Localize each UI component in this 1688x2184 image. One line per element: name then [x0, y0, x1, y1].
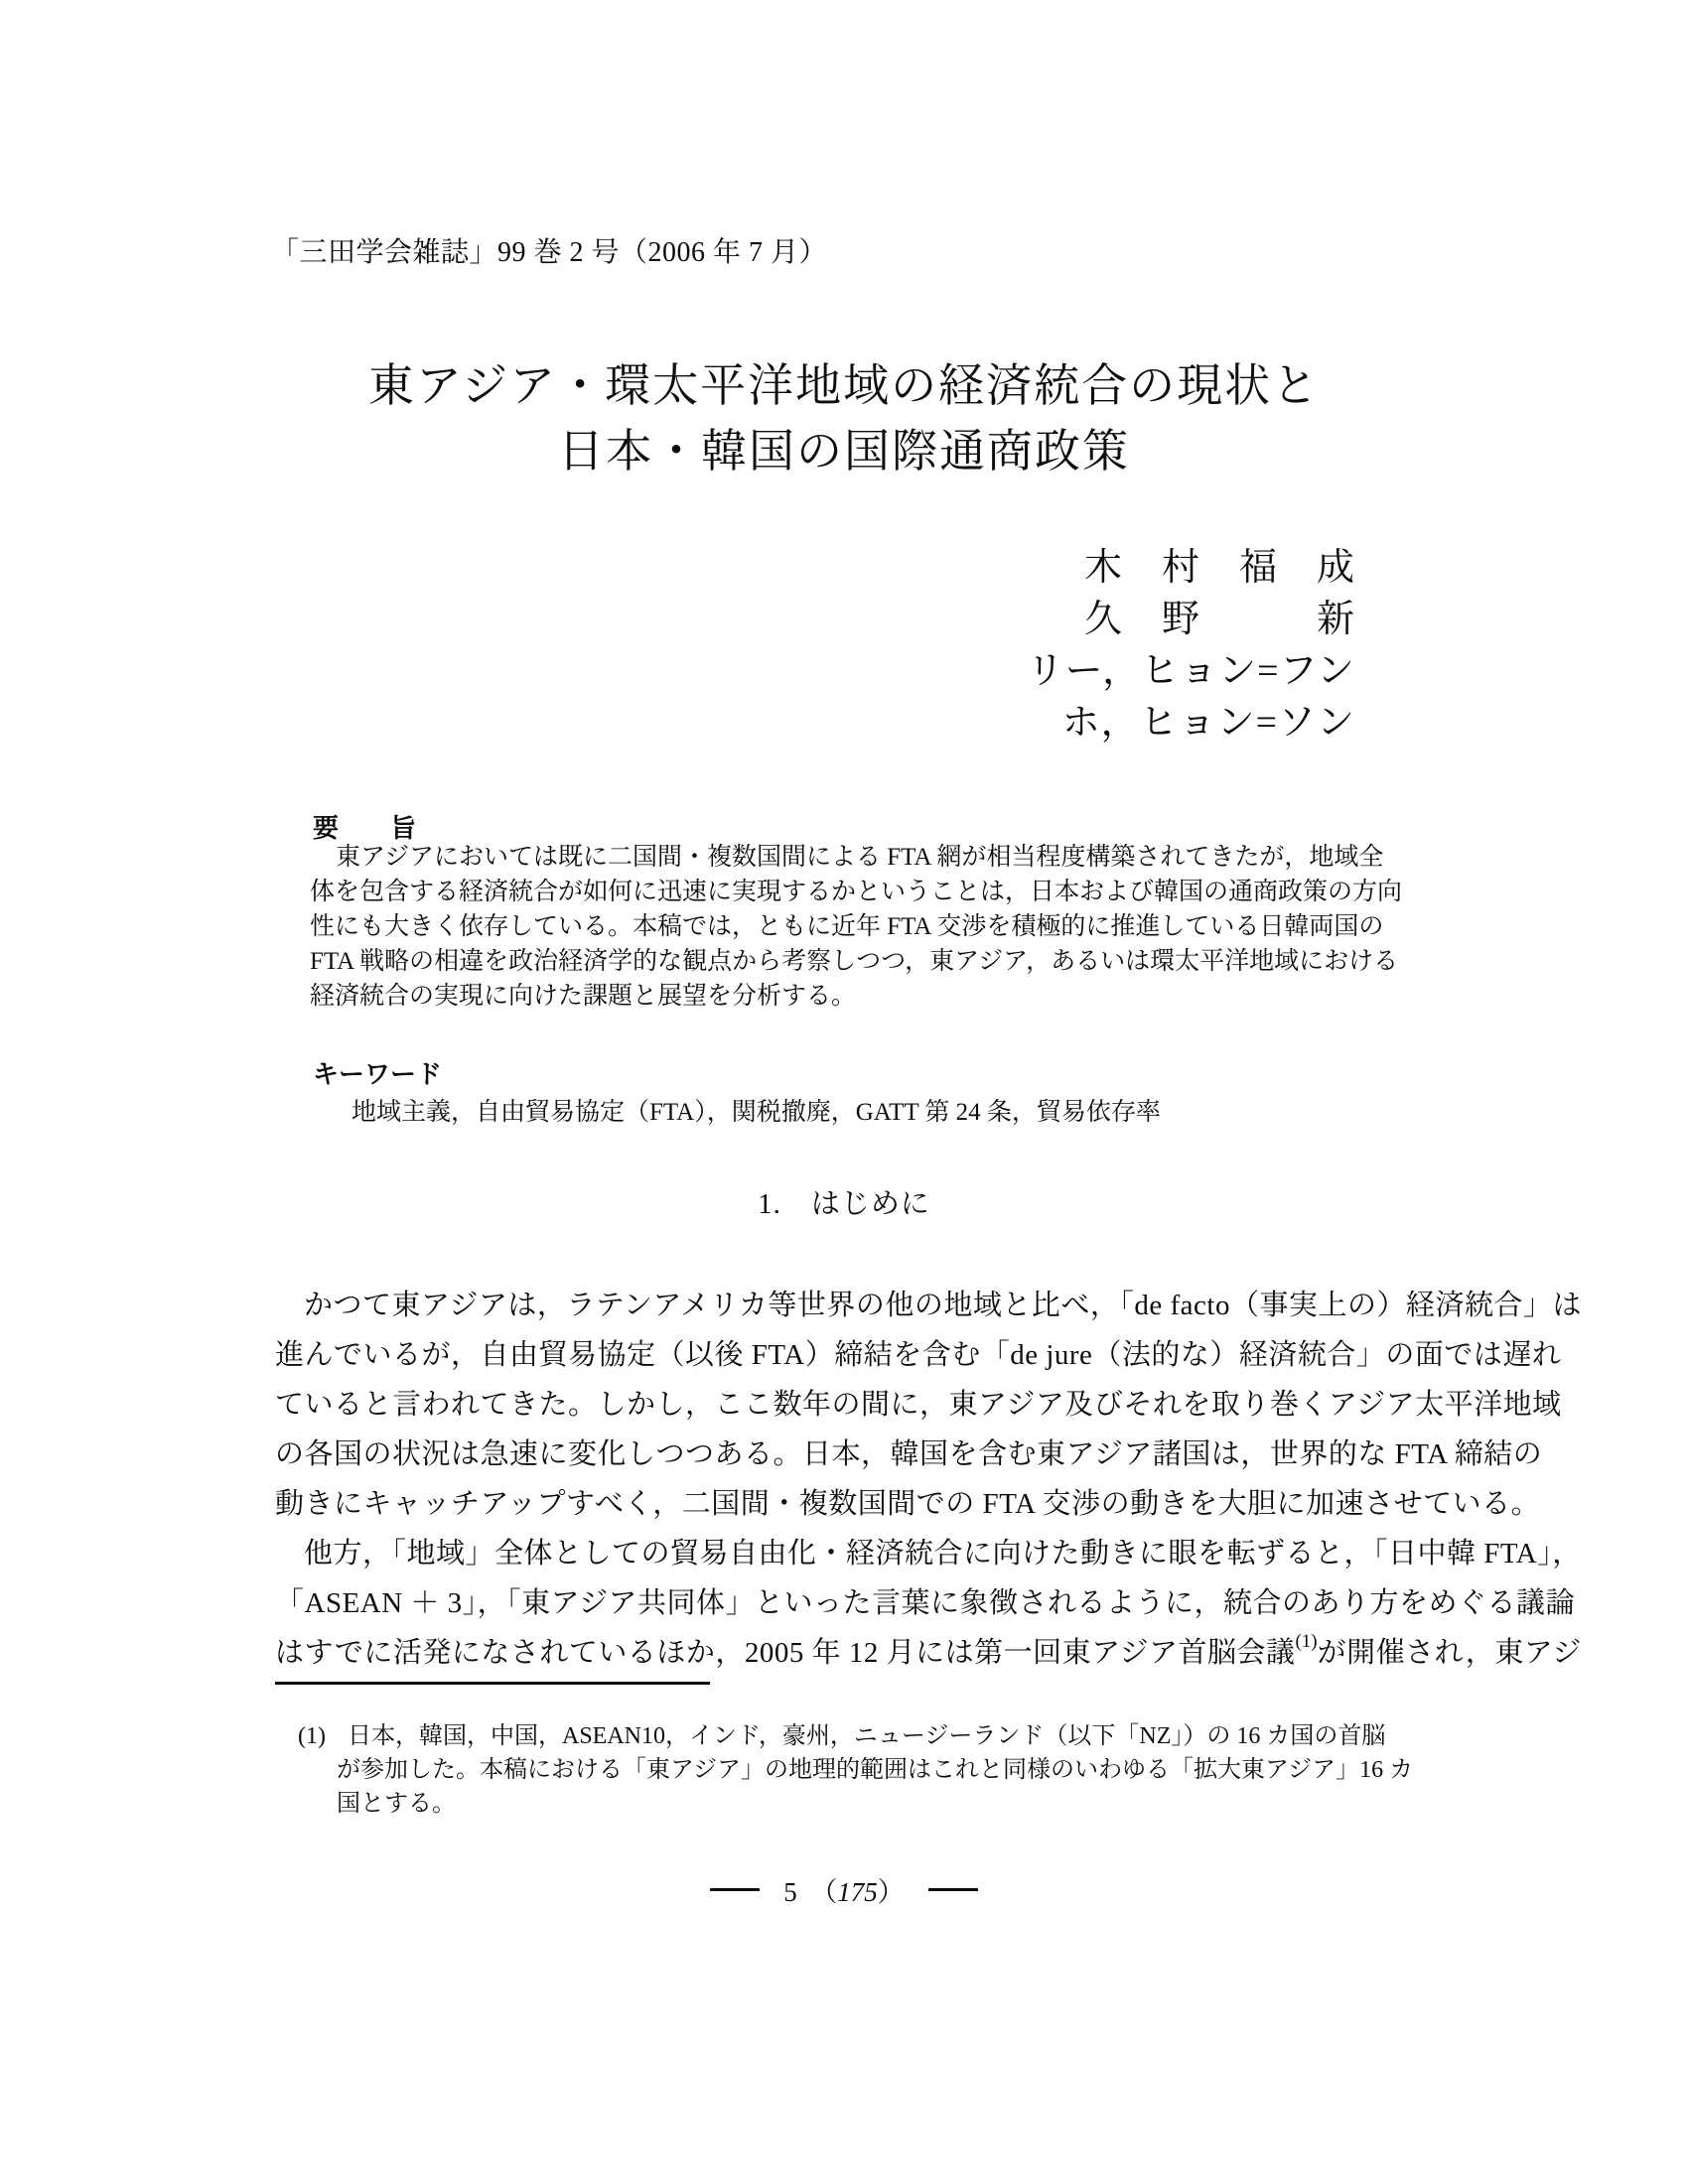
volume-page-number: 175: [837, 1877, 878, 1907]
paren-close: ）: [877, 1877, 905, 1907]
footnote-reference-marker: (1): [1295, 1631, 1318, 1652]
footer-dash-icon: [710, 1888, 760, 1891]
author-block: [1027, 542, 1355, 749]
author-name-3: リー，ヒョン=フン: [1026, 650, 1355, 692]
abstract-line: 体を包含する経済統合が如何に迅速に実現するかということは，日本および韓国の通商政策の方向: [310, 879, 1403, 905]
paren-open: （: [823, 1877, 838, 1907]
author-name-1: 木 村 福 成: [1083, 547, 1355, 589]
keywords-heading: キーワード: [313, 1059, 443, 1089]
abstract-heading: 要 旨: [313, 813, 417, 843]
body-line: 他方，「地域」全体としての貿易自由化・経済統合に向けた動きに眼を転ずると，「日中韓 FTA」，: [304, 1538, 1582, 1570]
abstract-line: 経済統合の実現に向けた課題と展望を分析する。: [310, 983, 857, 1010]
abstract-line: FTA 戦略の相違を政治経済学的な観点から考察しつつ，東アジア，あるいは環太平洋地域における: [310, 948, 1399, 975]
body-line: ていると言われてきた。しかし，ここ数年の間に，東アジア及びそれを取り巻くアジア太平洋地域: [275, 1389, 1562, 1421]
paper-title: [0, 353, 1688, 484]
footnote-line: が参加した。本稿における「東アジア」の地理的範囲はこれと同様のいわゆる「拡大東アジア」16 カ: [337, 1757, 1414, 1783]
section-heading: 1. はじめに: [758, 1188, 930, 1220]
footnote-line: 国とする。: [337, 1791, 456, 1817]
author-name-4: ホ，ヒョン=ソン: [1061, 702, 1355, 744]
abstract-line: 性にも大きく依存している。本稿では，ともに近年 FTA 交渉を積極的に推進している日韓両国の: [310, 913, 1384, 940]
author-name-2: 久 野 新: [1083, 599, 1355, 640]
footnote-line: [298, 1719, 1413, 1753]
abstract-text: [310, 840, 1402, 1014]
journal-header: 「三田学会雑誌」99 巻 2 号（2006 年 7 月）: [271, 237, 828, 268]
footnote-text: 日本，韓国，中国，ASEAN10，インド，豪州，ニュージーランド（以下「NZ」）の 16 カ国の首脳: [348, 1723, 1386, 1749]
body-line: 動きにキャッチアップすべく，二国間・複数国間での FTA 交渉の動きを大胆に加速させている。: [275, 1488, 1541, 1520]
body-text: [275, 1281, 1582, 1682]
page-number: 5: [783, 1877, 797, 1907]
page-footer: [0, 1870, 1688, 1909]
footer-dash-icon: [928, 1888, 978, 1891]
body-line: の各国の状況は急速に変化しつつある。日本，韓国を含む東アジア諸国は，世界的な FTA 締結の: [275, 1438, 1543, 1470]
body-line: かつて東アジアは，ラテンアメリカ等世界の他の地域と比べ，「de facto（事実上の）経済統合」は: [304, 1290, 1582, 1321]
abstract-line: 東アジアにおいては既に二国間・複数国間による FTA 網が相当程度構築されてきたが，地域全: [336, 844, 1384, 871]
footnote: [298, 1719, 1413, 1821]
body-line: 「ASEAN ＋ 3」，「東アジア共同体」といった言葉に象徴されるように，統合のあり方をめぐる議論: [275, 1587, 1576, 1619]
body-line-text: が開催され，東アジ: [1317, 1637, 1582, 1669]
footnote-number: (1): [298, 1723, 326, 1749]
footnote-separator-rule: [275, 1682, 710, 1685]
body-line-text: はすでに活発になされているほか，2005 年 12 月には第一回東アジア首脳会議: [275, 1637, 1296, 1669]
paper-title-line-2: 日本・韓国の国際通商政策: [558, 426, 1130, 477]
paper-title-line-1: 東アジア・環太平洋地域の経済統合の現状と: [367, 360, 1321, 411]
body-line: 進んでいるが，自由貿易協定（以後 FTA）締結を含む「de jure（法的な）経済統合」の面では遅れ: [275, 1339, 1562, 1371]
keywords-line: 地域主義，自由貿易協定（FTA），関税撤廃，GATT 第 24 条，貿易依存率: [352, 1099, 1161, 1126]
body-line: [275, 1628, 1582, 1682]
